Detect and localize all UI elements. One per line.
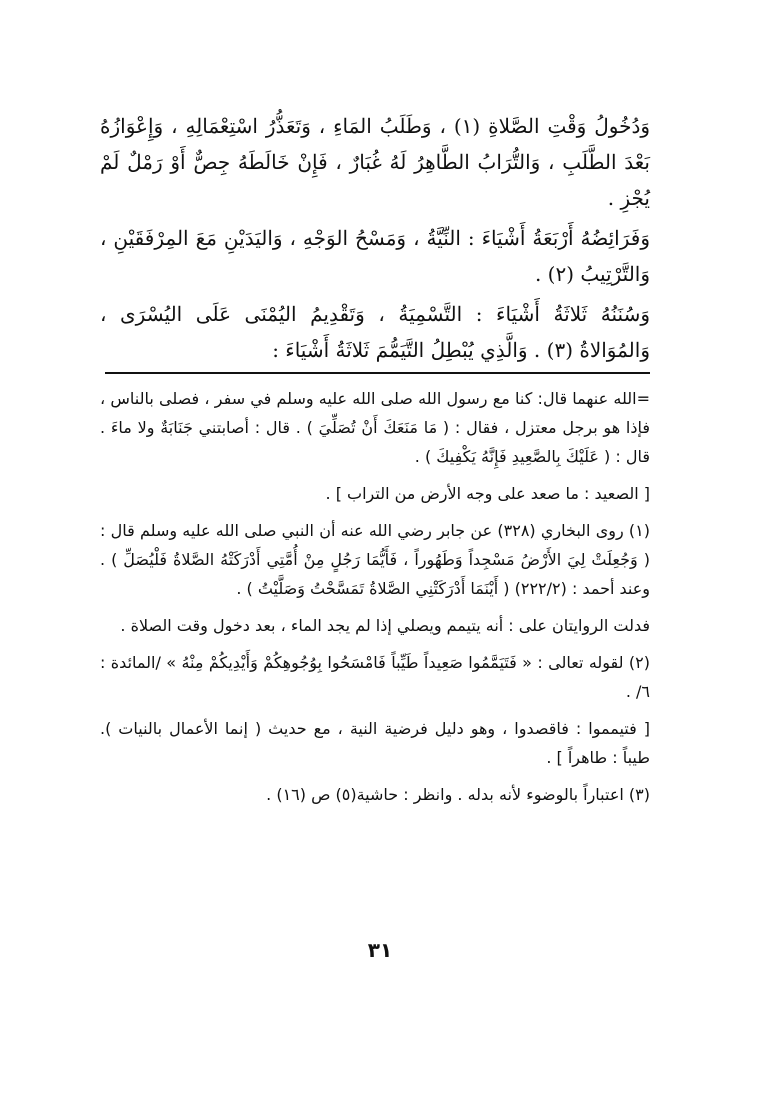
page-number: ٣١ [367, 938, 393, 962]
main-paragraph-sunnahs: وَسُنَنُهُ ثَلاثَةُ أَشْيَاءَ : التَّسْمِيَةُ ، وَتَقْدِيمُ اليُمْنَى عَلَى اليُسْرَى ، وَالمُوَالاةُ (٣) . وَالَّذِي يُبْطِلُ التَّيَمُّمَ ثَلاثَةُ أَشْيَاءَ : [100, 302, 650, 362]
footnote-gloss-saeed: [ الصعيد : ما صعد على وجه الأرض من التراب ] . [325, 484, 650, 503]
main-text [100, 108, 650, 372]
main-paragraph-obligations: وَفَرَائِضُهُ أَرْبَعَةُ أَشْيَاءَ : النِّيَّةُ ، وَمَسْحُ الوَجْهِ ، وَاليَدَيْنِ مَعَ المِرْفَقَيْنِ ، وَالتَّرْتِيبُ (٢) . [100, 226, 650, 286]
main-paragraph-conditions: وَدُخُولُ وَقْتِ الصَّلاةِ (١) ، وَطَلَبُ المَاءِ ، وَتَعَذُّرُ اسْتِعْمَالِهِ ، وَإِعْوَازُهُ بَعْدَ الطَّلَبِ ، وَالتُّرَابُ الطَّاهِرُ لَهُ غُبَارٌ ، فَإِنْ خَالَطَهُ جِصٌّ أَوْ رَمْلٌ لَمْ يُجْزِ . [100, 114, 651, 210]
footnote-2: (٢) لقوله تعالى : « فَتَيَمَّمُوا صَعِيداً طَيِّباً فَامْسَحُوا بِوُجُوهِكُمْ وَأَيْدِيكُمْ مِنْهُ » /المائدة : ٦/ . [100, 653, 650, 701]
footnote-1: (١) روى البخاري (٣٢٨) عن جابر رضي الله عنه أن النبي صلى الله عليه وسلم قال : ( وَجُعِلَتْ لِيَ الأَرْضُ مَسْجِداً وَطَهُوراً ، فَأَيُّمَا رَجُلٍ مِنْ أُمَّتِي أَدْرَكَتْهُ الصَّلاةُ فَلْيُصَلِّ ) . وعند أحمد : (٢٢٢/٢) ( أَيْنَمَا أَدْرَكَتْنِي الصَّلاةُ تَمَسَّحْتُ وَصَلَّيْتُ ) . [100, 521, 651, 598]
footnote-separator [105, 372, 650, 374]
footnote-1-conclusion: فدلت الروايتان على : أنه يتيمم ويصلي إذا لم يجد الماء ، بعد دخول وقت الصلاة . [120, 616, 650, 635]
footnote-2-gloss: [ فتيمموا : فاقصدوا ، وهو دليل فرضية النية ، مع حديث ( إنما الأعمال بالنيات ). طيباً : طاهراً ] . [100, 719, 650, 767]
footnotes [100, 384, 650, 817]
footnote-3: (٣) اعتباراً بالوضوء لأنه بدله . وانظر : حاشية(٥) ص (١٦) . [266, 785, 650, 804]
footnote-continuation: =الله عنهما قال: كنا مع رسول الله صلى الله عليه وسلم في سفر ، فصلى بالناس ، فإذا هو برجل معتزل ، فقال : ( مَا مَنَعَكَ أَنْ تُصَلِّيَ ) . قال : أصابتني جَنَابَةٌ ولا ماءَ . قال : ( عَلَيْكَ بِالصَّعِيدِ فَإِنَّهُ يَكْفِيكَ ) . [100, 389, 650, 466]
